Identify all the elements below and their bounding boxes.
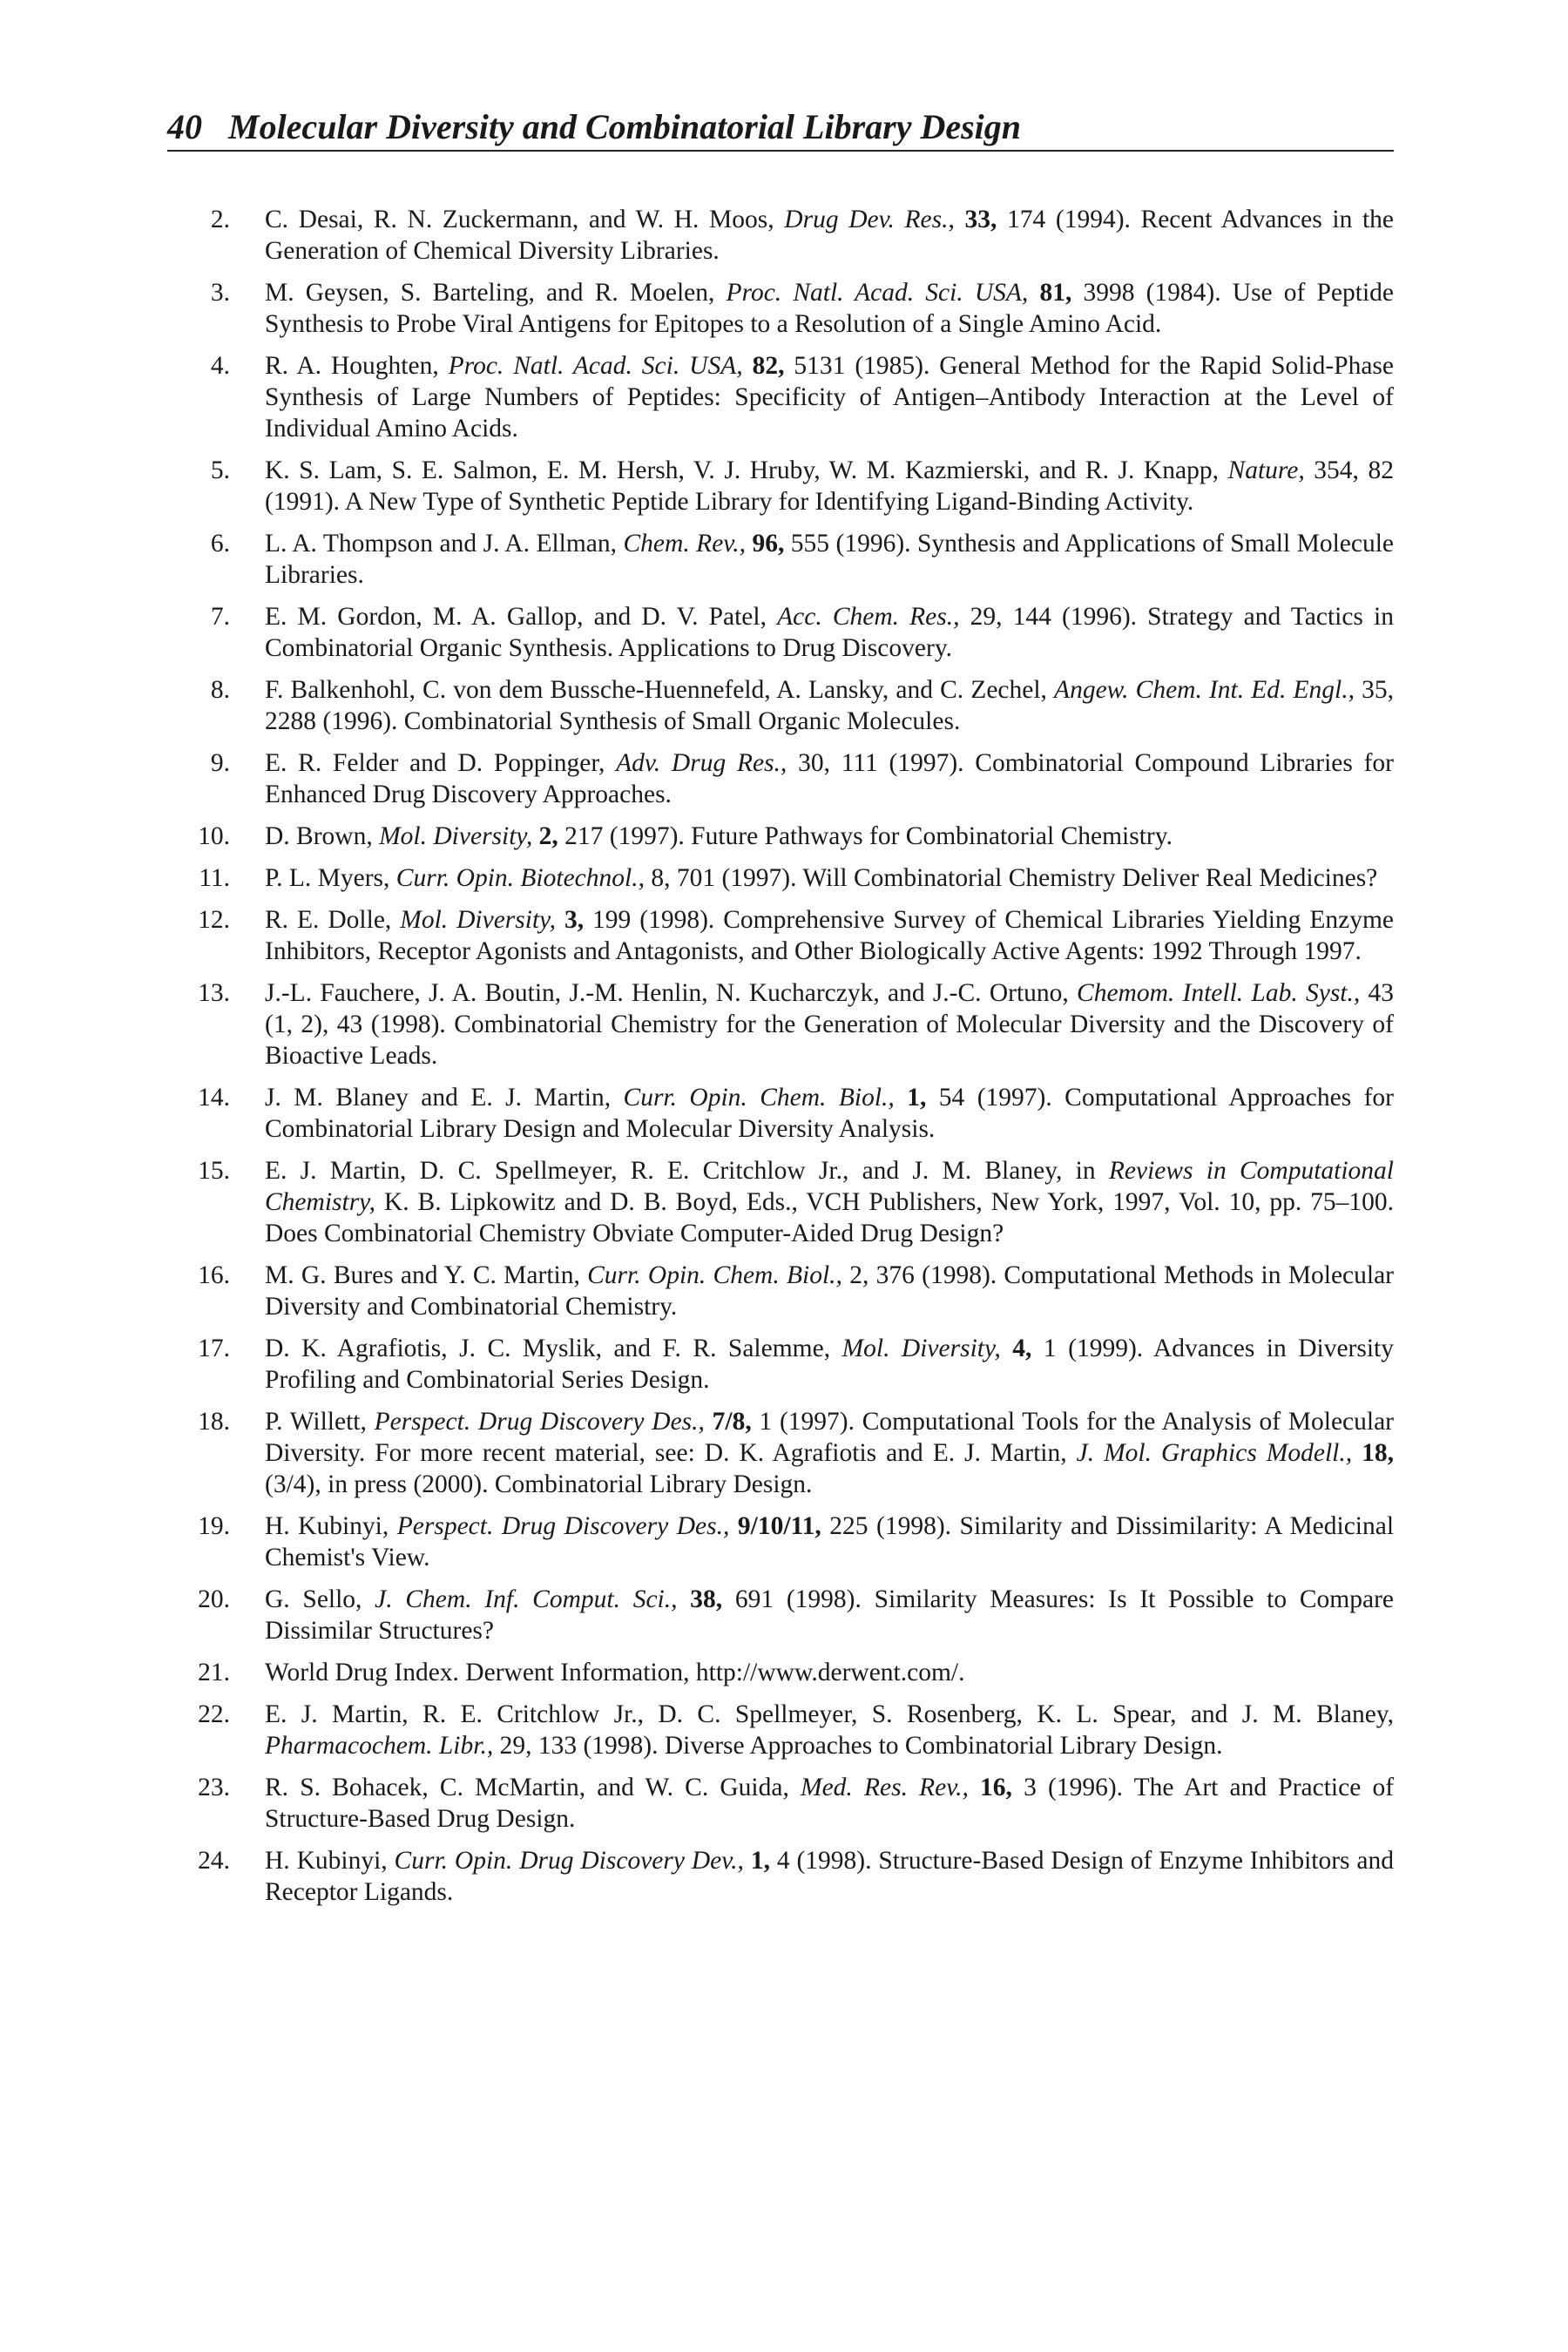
reference-text: 4 (1998). Structure-Based Design of Enzyme Inhibitors and Receptor Ligands.: [265, 1847, 1395, 1906]
reference-source: Curr. Opin. Drug Discovery Dev.,: [394, 1847, 744, 1875]
reference-item: [171, 1260, 1394, 1322]
reference-number: 8 .: [171, 674, 230, 706]
reference-number: 14 .: [171, 1082, 230, 1113]
reference-text: E. J. Martin, R. E. Critchlow Jr., D. C. Spellmeyer, S. Rosenberg, K. L. Spear, and J. M. Blaney,: [265, 1700, 1394, 1728]
reference-item: [171, 821, 1394, 852]
reference-source: Perspect. Drug Discovery Des.,: [396, 1512, 730, 1540]
reference-text: [969, 1774, 980, 1801]
reference-number: 9 .: [171, 747, 230, 779]
reference-text: 5131 (1985). General Method for the Rapid Solid-Phase Synthesis of Large Numbers of Peptides: Specificity of Antigen–Antibody Interaction at the Level of Individual Amino Acids.: [265, 352, 1395, 443]
reference-volume: 33,: [964, 206, 997, 233]
reference-text: 199 (1998). Comprehensive Survey of Chemical Libraries Yielding Enzyme Inhibitors, Receptor Agonists and Antagonists, and Other Biologically Active Agents: 1992 Through 1997.: [265, 906, 1395, 965]
reference-text: M. G. Bures and Y. C. Martin,: [265, 1261, 588, 1289]
reference-number: 16 .: [171, 1260, 230, 1291]
reference-number: 15 .: [171, 1155, 230, 1186]
reference-number: 2 .: [171, 204, 230, 235]
reference-source: J. Chem. Inf. Comput. Sci.,: [375, 1585, 678, 1613]
reference-text: 225 (1998). Similarity and Dissimilarity: A Medicinal Chemist's View.: [265, 1512, 1395, 1571]
reference-volume: 9/10/11,: [737, 1512, 821, 1540]
reference-number: 13 .: [171, 977, 230, 1009]
reference-text: M. Geysen, S. Barteling, and R. Moelen,: [265, 279, 727, 307]
running-head: [167, 98, 1394, 152]
reference-source: Proc. Natl. Acad. Sci. USA,: [726, 279, 1029, 307]
reference-text: H. Kubinyi,: [265, 1512, 397, 1540]
running-title: Molecular Diversity and Combinatorial Library Design: [228, 107, 1022, 146]
reference-text: D. K. Agrafiotis, J. C. Myslik, and F. R. Salemme,: [265, 1335, 842, 1362]
reference-source: Mol. Diversity,: [841, 1335, 1001, 1362]
reference-text: H. Kubinyi,: [265, 1847, 395, 1875]
reference-source: Mol. Diversity,: [379, 822, 533, 850]
reference-item: [171, 904, 1394, 967]
reference-number: 19 .: [171, 1511, 230, 1542]
reference-item: [171, 350, 1394, 444]
reference-source: Reviews in Computational Chemistry,: [265, 1157, 1394, 1216]
reference-number: 21 .: [171, 1657, 230, 1688]
reference-text: 29, 144 (1996). Strategy and Tactics in Combinatorial Organic Synthesis. Applications to Drug Discovery.: [265, 603, 1394, 662]
reference-source: Proc. Natl. Acad. Sci. USA,: [448, 352, 743, 380]
reference-number: 10 .: [171, 821, 230, 852]
reference-number: 24 .: [171, 1845, 230, 1876]
reference-volume: 96,: [752, 530, 785, 558]
reference-text: K. S. Lam, S. E. Salmon, E. M. Hersh, V. J. Hruby, W. M. Kazmierski, and R. J. Knapp,: [265, 456, 1228, 484]
reference-volume: 18,: [1362, 1439, 1395, 1467]
reference-source: Adv. Drug Res.,: [616, 749, 787, 777]
reference-source: Chem. Rev.,: [623, 530, 746, 558]
reference-source: Acc. Chem. Res.,: [777, 603, 960, 631]
reference-text: R. E. Dolle,: [265, 906, 401, 934]
reference-text: [895, 1084, 907, 1112]
reference-text: 29, 133 (1998). Diverse Approaches to Combinatorial Library Design.: [493, 1732, 1223, 1760]
reference-source: Curr. Opin. Chem. Biol.,: [623, 1084, 895, 1112]
reference-text: G. Sello,: [265, 1585, 375, 1613]
reference-text: [678, 1585, 691, 1613]
reference-text: C. Desai, R. N. Zuckermann, and W. H. Moos,: [265, 206, 785, 233]
reference-item: [171, 277, 1394, 340]
reference-number: 6 .: [171, 528, 230, 559]
reference-item: [171, 977, 1394, 1071]
reference-text: 2, 376 (1998). Computational Methods in Molecular Diversity and Combinatorial Chemistry.: [265, 1261, 1394, 1321]
reference-text: P. Willett,: [265, 1408, 375, 1436]
reference-number: 5 .: [171, 455, 230, 486]
reference-text: 354, 82 (1991). A New Type of Synthetic Peptide Library for Identifying Ligand-Binding Activity.: [265, 456, 1394, 516]
reference-item: [171, 1406, 1394, 1500]
reference-volume: 1,: [750, 1847, 770, 1875]
reference-source: J. Mol. Graphics Modell.,: [1076, 1439, 1353, 1467]
reference-text: K. B. Lipkowitz and D. B. Boyd, Eds., VCH Publishers, New York, 1997, Vol. 10, pp. 75–100. Does Combinatorial Chemistry Obviate Computer-Aided Drug Design?: [265, 1188, 1394, 1247]
reference-text: ,: [948, 206, 965, 233]
reference-item: [171, 1584, 1394, 1646]
reference-number: 18 .: [171, 1406, 230, 1437]
reference-text: 8, 701 (1997). Will Combinatorial Chemistry Deliver Real Medicines?: [644, 864, 1378, 892]
reference-text: 691 (1998). Similarity Measures: Is It Possible to Compare Dissimilar Structures?: [265, 1585, 1394, 1645]
reference-text: F. Balkenhohl, C. von dem Bussche-Huennefeld, A. Lansky, and C. Zechel,: [265, 676, 1055, 704]
reference-text: J.-L. Fauchere, J. A. Boutin, J.-M. Henlin, N. Kucharczyk, and J.-C. Ortuno,: [265, 979, 1078, 1007]
reference-text: [705, 1408, 713, 1436]
reference-source: Perspect. Drug Discovery Des.,: [374, 1408, 705, 1436]
reference-item: [171, 1845, 1394, 1908]
reference-item: [171, 862, 1394, 894]
reference-text: [1352, 1439, 1362, 1467]
reference-source: Pharmacochem. Libr.,: [265, 1732, 494, 1760]
reference-text: 30, 111 (1997). Combinatorial Compound Libraries for Enhanced Drug Discovery Approaches.: [265, 749, 1394, 808]
reference-number: 17 .: [171, 1333, 230, 1364]
reference-source: Med. Res. Rev.,: [801, 1774, 969, 1801]
reference-item: [171, 1657, 1394, 1688]
reference-text: R. A. Houghten,: [265, 352, 449, 380]
reference-text: [1028, 279, 1039, 307]
reference-item: [171, 1082, 1394, 1145]
reference-number: 12 .: [171, 904, 230, 936]
reference-number: 23 .: [171, 1772, 230, 1803]
page-number: 40: [167, 107, 202, 146]
reference-source: Curr. Opin. Chem. Biol.,: [587, 1261, 842, 1289]
reference-text: 555 (1996). Synthesis and Applications of Small Molecule Libraries.: [265, 530, 1395, 589]
reference-source: Mol. Diversity,: [400, 906, 556, 934]
reference-text: 54 (1997). Computational Approaches for Combinatorial Library Design and Molecular Diversity Analysis.: [265, 1084, 1395, 1143]
reference-item: [171, 528, 1394, 591]
reference-item: [171, 455, 1394, 517]
reference-text: [729, 1512, 738, 1540]
reference-text: 217 (1997). Future Pathways for Combinatorial Chemistry.: [558, 822, 1173, 850]
reference-text: J. M. Blaney and E. J. Martin,: [265, 1084, 624, 1112]
reference-number: 11 .: [171, 862, 230, 894]
reference-item: [171, 1772, 1394, 1835]
reference-number: 3 .: [171, 277, 230, 308]
reference-text: World Drug Index. Derwent Information, http://www.derwent.com/.: [265, 1659, 965, 1686]
reference-item: [171, 1333, 1394, 1396]
reference-text: 43 (1, 2), 43 (1998). Combinatorial Chemistry for the Generation of Molecular Diversity and the Discovery of Bioactive Leads.: [265, 979, 1395, 1070]
reference-source: Angew. Chem. Int. Ed. Engl.,: [1054, 676, 1355, 704]
reference-number: 7 .: [171, 601, 230, 632]
reference-text: [744, 1847, 751, 1875]
reference-text: [743, 352, 753, 380]
reference-text: E. R. Felder and D. Poppinger,: [265, 749, 617, 777]
reference-text: 3998 (1984). Use of Peptide Synthesis to Probe Viral Antigens for Epitopes to a Resolution of a Single Amino Acid.: [265, 279, 1395, 338]
reference-volume: 7/8,: [712, 1408, 752, 1436]
reference-volume: 81,: [1039, 279, 1072, 307]
reference-item: [171, 674, 1394, 737]
reference-item: [171, 1699, 1394, 1761]
reference-text: L. A. Thompson and J. A. Ellman,: [265, 530, 624, 558]
reference-text: R. S. Bohacek, C. McMartin, and W. C. Guida,: [265, 1774, 801, 1801]
reference-source: Curr. Opin. Biotechnol.,: [395, 864, 645, 892]
reference-text: (3/4), in press (2000). Combinatorial Library Design.: [265, 1470, 813, 1498]
reference-text: 1 (1999). Advances in Diversity Profiling and Combinatorial Series Design.: [265, 1335, 1394, 1394]
reference-item: [171, 1155, 1394, 1249]
reference-text: 174 (1994). Recent Advances in the Generation of Chemical Diversity Libraries.: [265, 206, 1395, 265]
reference-item: [171, 204, 1394, 267]
reference-number: 4 .: [171, 350, 230, 382]
reference-source: Chemom. Intell. Lab. Syst.,: [1077, 979, 1361, 1007]
reference-item: [171, 747, 1394, 810]
reference-text: [556, 906, 564, 934]
reference-text: 1 (1997). Computational Tools for the Analysis of Molecular Diversity. For more recent material, see: D. K. Agrafiotis and E. J. Martin,: [265, 1408, 1394, 1467]
reference-volume: 38,: [690, 1585, 723, 1613]
reference-text: [1001, 1335, 1012, 1362]
reference-text: 35, 2288 (1996). Combinatorial Synthesis of Small Organic Molecules.: [265, 676, 1395, 735]
reference-text: D. Brown,: [265, 822, 380, 850]
reference-text: E. M. Gordon, M. A. Gallop, and D. V. Patel,: [265, 603, 778, 631]
reference-volume: 2,: [538, 822, 558, 850]
reference-list: [171, 204, 1394, 1918]
reference-volume: 4,: [1012, 1335, 1032, 1362]
reference-source: Nature,: [1227, 456, 1305, 484]
reference-text: 3 (1996). The Art and Practice of Structure-Based Drug Design.: [265, 1774, 1395, 1833]
reference-number: 20 .: [171, 1584, 230, 1615]
reference-source: Drug Dev. Res.: [784, 206, 949, 233]
reference-text: P. L. Myers,: [265, 864, 396, 892]
reference-volume: 1,: [907, 1084, 927, 1112]
reference-number: 22 .: [171, 1699, 230, 1730]
reference-item: [171, 601, 1394, 664]
reference-volume: 16,: [980, 1774, 1012, 1801]
reference-volume: 3,: [564, 906, 585, 934]
reference-text: [532, 822, 538, 850]
reference-item: [171, 1511, 1394, 1573]
reference-volume: 82,: [752, 352, 785, 380]
reference-text: E. J. Martin, D. C. Spellmeyer, R. E. Critchlow Jr., and J. M. Blaney, in: [265, 1157, 1109, 1185]
